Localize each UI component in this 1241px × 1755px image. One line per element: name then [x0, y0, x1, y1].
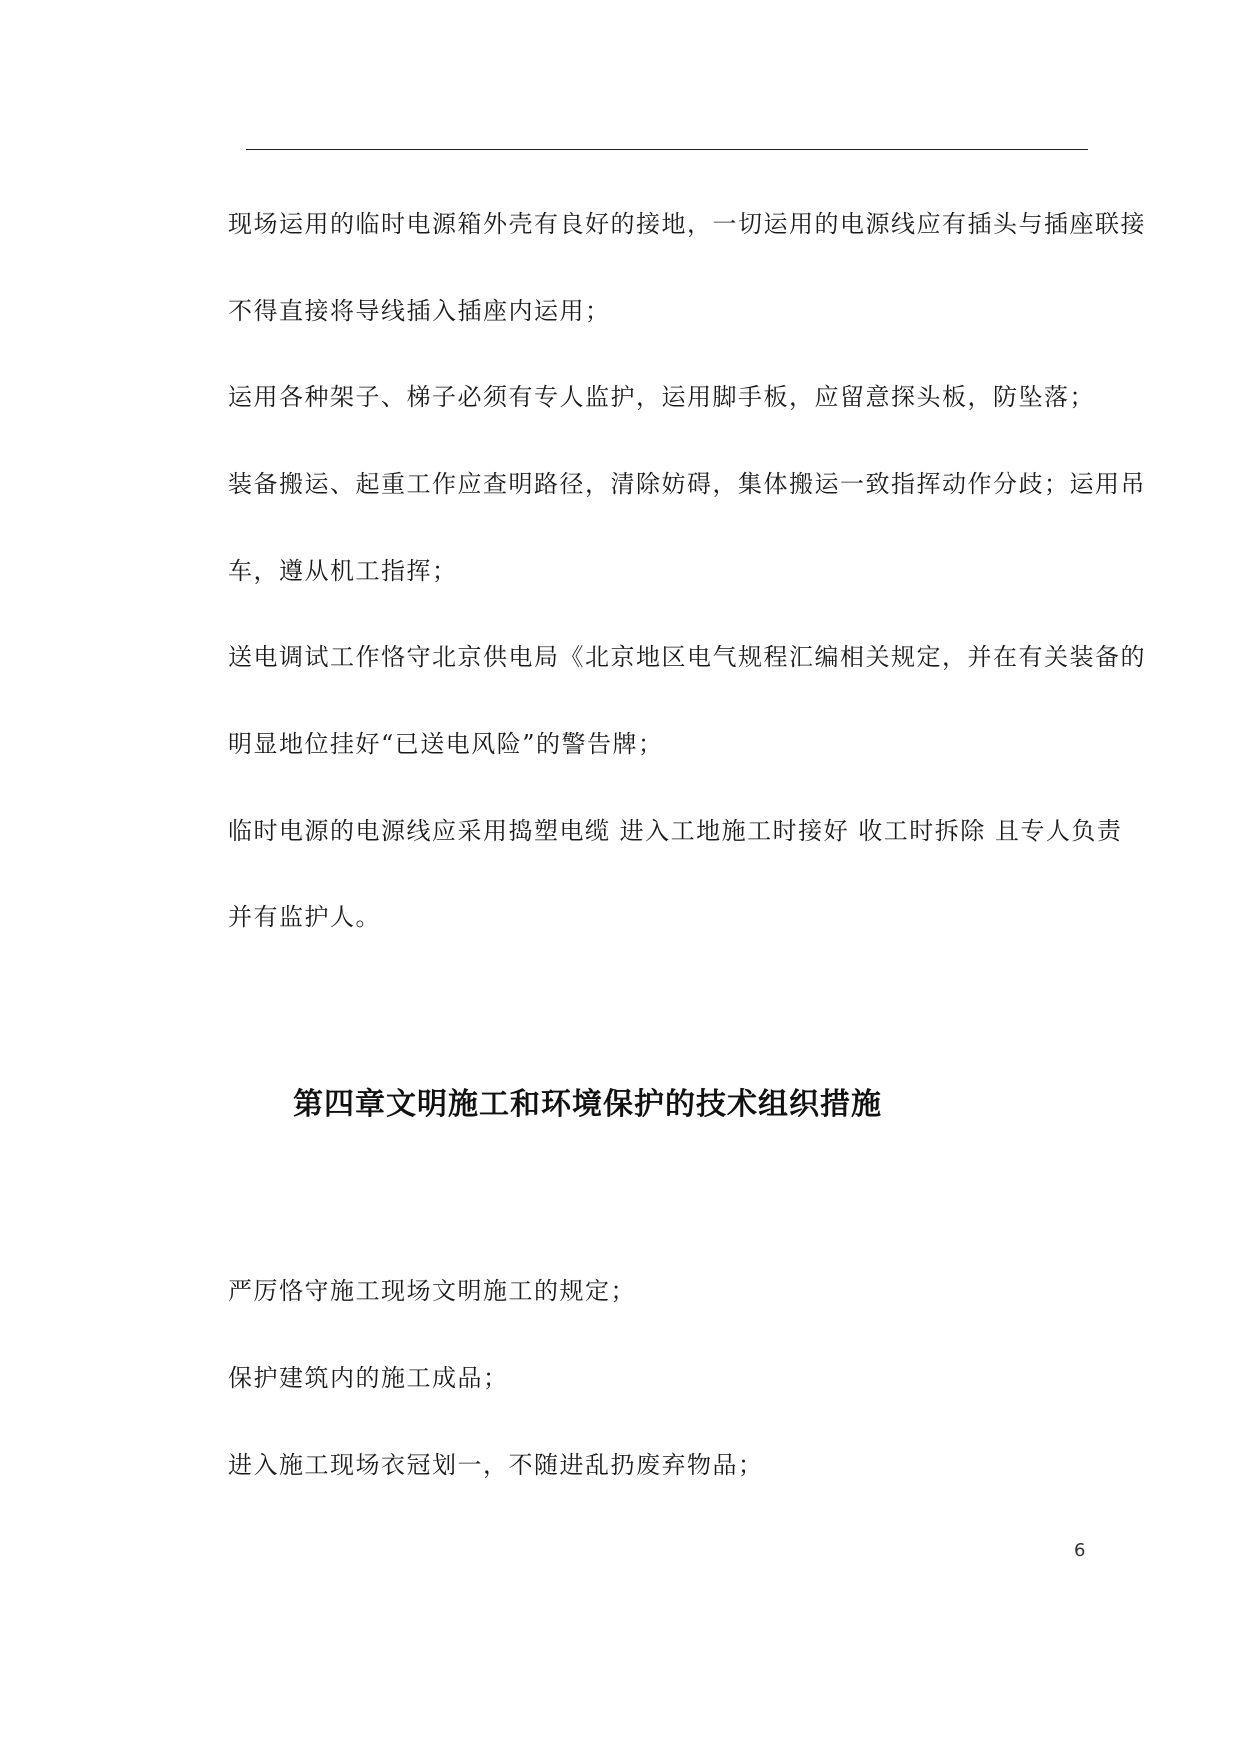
body-text-line: 临时电源的电源线应采用捣塑电缆 进入工地施工时接好 收工时拆除 且专人负责 — [228, 817, 1123, 845]
body-text-line: 装备搬运、起重工作应查明路径，清除妨碍，集体搬运一致指挥动作分歧；运用吊 — [228, 470, 1146, 498]
list-item: 进入施工现场衣冠划一，不随进乱扔废弃物品； — [228, 1451, 764, 1479]
body-text-line: 运用各种架子、梯子必须有专人监护，运用脚手板，应留意探头板，防坠落； — [228, 383, 1095, 411]
page-number: 6 — [1074, 1540, 1086, 1561]
body-text-line: 不得直接将导线插入插座内运用； — [228, 297, 611, 325]
body-text-line: 明显地位挂好“已送电风险”的警告牌； — [228, 730, 664, 758]
body-text-line: 车，遵从机工指挥； — [228, 557, 458, 585]
chapter-heading: 第四章文明施工和环境保护的技术组织措施 — [293, 1087, 882, 1122]
body-text-line: 送电调试工作恪守北京供电局《北京地区电气规程汇编相关规定，并在有关装备的 — [228, 643, 1146, 671]
list-item: 严厉恪守施工现场文明施工的规定； — [228, 1277, 636, 1305]
body-text-line: 现场运用的临时电源箱外壳有良好的接地，一切运用的电源线应有插头与插座联接 — [228, 210, 1146, 238]
list-item: 保护建筑内的施工成品； — [228, 1364, 509, 1392]
body-text-line: 并有监护人。 — [228, 903, 381, 931]
header-rule — [246, 149, 1088, 150]
